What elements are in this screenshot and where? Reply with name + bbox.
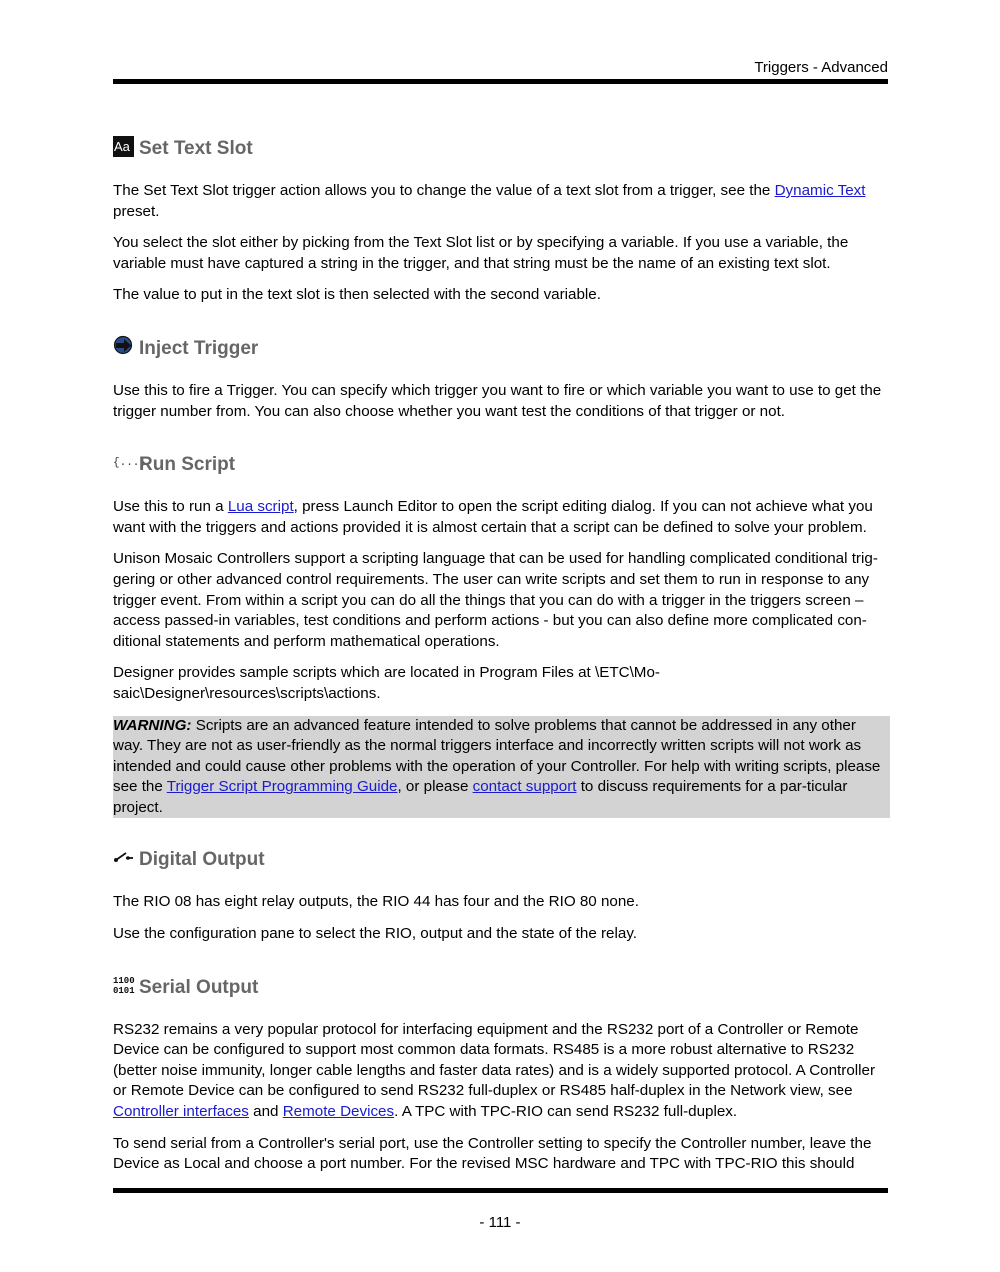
paragraph bbox=[113, 181, 890, 222]
heading-serial-output bbox=[113, 970, 890, 1000]
section-title: Digital Output bbox=[139, 849, 265, 871]
spacer bbox=[113, 830, 890, 842]
controller-interfaces-link[interactable]: Controller interfaces bbox=[113, 1103, 249, 1121]
contact-support-link[interactable]: contact support bbox=[472, 778, 577, 796]
text: , press Launch Editor to open the script editing dialog. If you can not achieve what you want with the triggers and actions provided it is almost certain that a script can be defined to solve your problem. bbox=[113, 498, 873, 536]
dynamic-text-link[interactable]: Dynamic Text bbox=[774, 182, 866, 199]
paragraph: The value to put in the text slot is then selected with the second variable. bbox=[113, 286, 601, 304]
svg-text:{...}: {...} bbox=[113, 456, 147, 469]
text: The Set Text Slot trigger action allows you to change the value of a text slot from a trigger, see the bbox=[113, 182, 775, 199]
warning-box bbox=[113, 716, 890, 819]
serial-binary-icon bbox=[113, 974, 134, 995]
section-title: Inject Trigger bbox=[139, 337, 259, 359]
svg-text:0101: 0101 bbox=[113, 986, 135, 997]
heading-run-script bbox=[113, 447, 890, 477]
text: Use this to run a bbox=[113, 498, 228, 516]
paragraph: You select the slot either by picking from the Text Slot list or by specifying a variable. If you use a variable, the variable must have captured a string in the trigger, and that string must be the name of an existing text slot. bbox=[113, 234, 849, 272]
paragraph bbox=[113, 1020, 890, 1123]
warning-label: WARNING: bbox=[113, 716, 192, 734]
heading-digital-output bbox=[113, 842, 890, 872]
page-number: - 111 - bbox=[479, 1214, 521, 1231]
text: . A TPC with TPC-RIO can send RS232 full-duplex. bbox=[394, 1103, 738, 1121]
footer-rule bbox=[113, 1188, 888, 1193]
lua-script-link[interactable]: Lua script bbox=[227, 498, 294, 516]
trigger-script-guide-link[interactable]: Trigger Script Programming Guide bbox=[166, 778, 398, 796]
section-title: Run Script bbox=[139, 454, 236, 476]
svg-text:Aa: Aa bbox=[114, 138, 130, 154]
inject-arrow-icon bbox=[113, 335, 134, 356]
relay-switch-icon bbox=[113, 847, 134, 868]
paragraph bbox=[113, 497, 890, 538]
paragraph: To send serial from a Controller's serial port, use the Controller setting to specify the Controller number, leave the Device as Local and choose a port number. For the revised MSC hardware and TPC with TPC-RIO this should bbox=[113, 1134, 872, 1173]
text: , or please bbox=[397, 778, 473, 796]
svg-text:1100: 1100 bbox=[113, 976, 135, 987]
paragraph: Unison Mosaic Controllers support a scripting language that can be used for handling complicated conditional trig-gering or other advanced control requirements. The user can write scripts and set them to run in response to any trigger event. From within a script you can do all the things that you can do with a trigger in the triggers screen – access passed-in variables, test conditions and perform actions - but you can also define more complicated con-ditional statements and perform mathematical operations. bbox=[113, 550, 878, 650]
paragraph: Use this to fire a Trigger. You can specify which trigger you want to fire or which variable you want to use to get the trigger number from. You can also choose whether you want test the conditions of that trigger or not. bbox=[113, 381, 882, 420]
page-content bbox=[113, 131, 890, 1186]
text-slot-icon bbox=[113, 136, 134, 157]
header-rule bbox=[113, 79, 888, 84]
spacer bbox=[113, 317, 890, 331]
text: Scripts are an advanced feature intended to solve problems that cannot be addressed in any other way. They are not as user-friendly as the normal triggers interface and incorrectly written scripts will not work as intended and could cause other problems with the operation of your Controller. For help with writing scripts, please see the bbox=[113, 716, 881, 796]
paragraph: The RIO 08 has eight relay outputs, the RIO 44 has four and the RIO 80 none. bbox=[113, 893, 639, 911]
remote-devices-link[interactable]: Remote Devices bbox=[282, 1103, 395, 1121]
spacer bbox=[113, 433, 890, 447]
section-title: Set Text Slot bbox=[139, 138, 253, 159]
heading-inject-trigger bbox=[113, 331, 890, 361]
spacer bbox=[113, 956, 890, 970]
paragraph: Use the configuration pane to select the RIO, output and the state of the relay. bbox=[113, 925, 638, 943]
script-braces-icon bbox=[113, 452, 147, 473]
section-title: Serial Output bbox=[139, 976, 259, 998]
heading-set-text-slot bbox=[113, 131, 890, 161]
paragraph: Designer provides sample scripts which are located in Program Files at \ETC\Mo-saic\Designer\resources\scripts\actions. bbox=[113, 664, 660, 702]
text: and bbox=[248, 1103, 283, 1121]
text: to discuss requirements for a par-ticular project. bbox=[113, 778, 848, 816]
text: preset. bbox=[113, 202, 160, 220]
text: RS232 remains a very popular protocol for interfacing equipment and the RS232 port of a Controller or Remote Device can be configured to support most common data formats. RS485 is a more robust alternative to RS232 (better noise immunity, longer cable lengths and faster data rates) and is a widely supported protocol. A Controller or Remote Device can be configured to send RS232 full-duplex or RS485 half-duplex in the Network view, see bbox=[113, 1020, 876, 1100]
running-header: Triggers - Advanced bbox=[754, 59, 888, 76]
